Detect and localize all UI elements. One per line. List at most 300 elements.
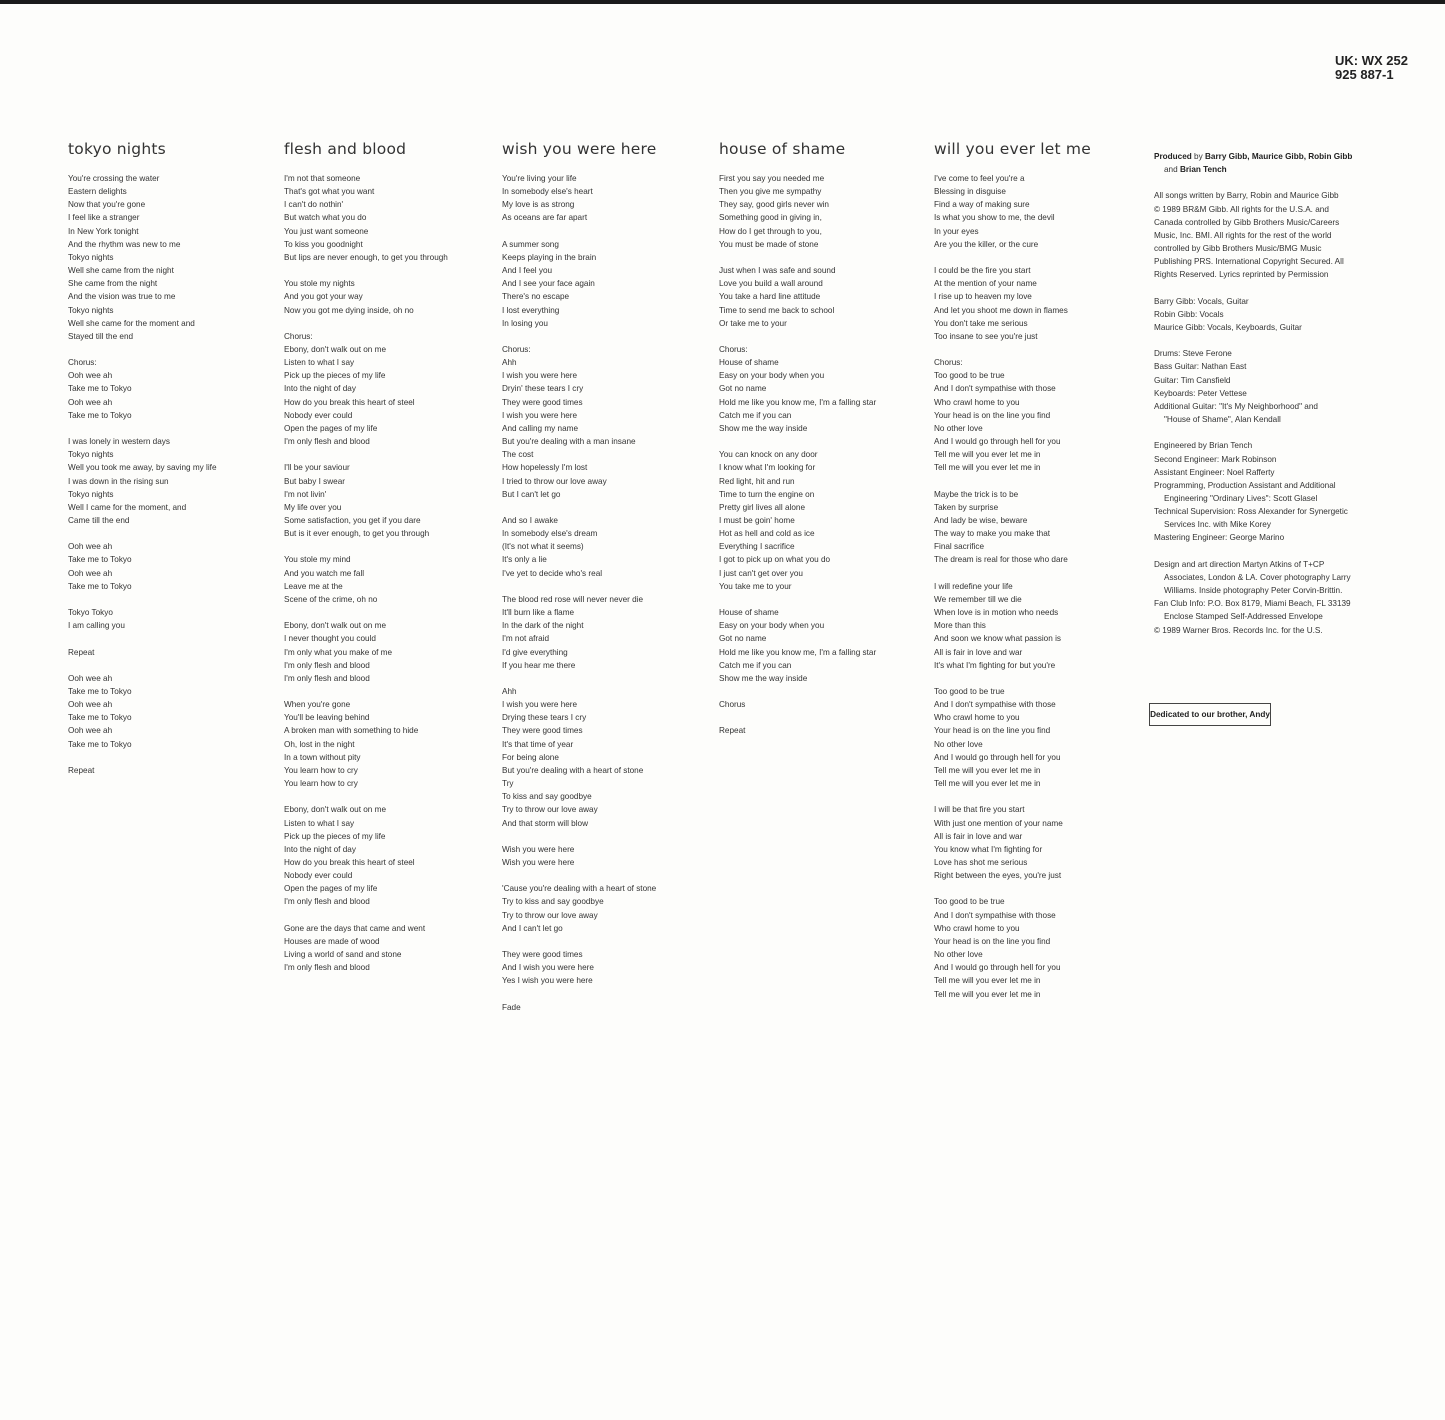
lyrics-stanza — [502, 685, 656, 830]
lyric-line: And calling my name — [502, 423, 578, 433]
lyric-line: I could be the fire you start — [934, 266, 1031, 276]
lyric-line: You can knock on any door — [719, 450, 818, 460]
musicians-list — [1154, 347, 1334, 413]
lyric-line: Into the night of day — [284, 844, 356, 854]
lyric-line: I was lonely in western days — [68, 437, 170, 447]
song-lyrics — [502, 172, 656, 1014]
credit-line: Robin Gibb: Vocals — [1154, 309, 1224, 319]
lyric-line: Ahh — [502, 358, 517, 368]
lyric-line: In a town without pity — [284, 752, 361, 762]
lyric-line: Keeps playing in the brain — [502, 252, 597, 262]
lyric-line: If you hear me there — [502, 660, 576, 670]
lyric-line: For being alone — [502, 752, 559, 762]
lyric-line: They were good times — [502, 397, 583, 407]
lyric-line: Tell me will you ever let me in — [934, 765, 1041, 775]
lyric-line: And I feel you — [502, 266, 553, 276]
lyric-line: They were good times — [502, 726, 583, 736]
lyric-line: Taken by surprise — [934, 502, 999, 512]
lyric-line: Too good to be true — [934, 371, 1005, 381]
lyric-line: You'll be leaving behind — [284, 713, 370, 723]
song-title: flesh and blood — [284, 140, 407, 158]
lyric-line: Chorus: — [719, 345, 748, 354]
lyric-line: No other love — [934, 423, 983, 433]
song-lyrics — [719, 172, 876, 738]
lyric-line: In somebody else's dream — [502, 529, 598, 539]
credit-line: Engineered by Brian Tench — [1154, 441, 1253, 451]
lyric-line: Love you build a wall around — [719, 279, 823, 289]
credit-line: Services Inc. with Mike Korey — [1164, 520, 1271, 530]
lyric-line: Easy on your body when you — [719, 371, 825, 381]
lyrics-stanza — [502, 882, 656, 935]
lyrics-stanza — [284, 803, 448, 908]
lyric-line: I will be that fire you start — [934, 805, 1025, 815]
credit-line: Second Engineer: Mark Robinson — [1154, 454, 1277, 464]
design-credits — [1154, 558, 1351, 637]
lyric-line: Tokyo Tokyo — [68, 608, 113, 618]
lyric-line: Ooh wee ah — [68, 371, 113, 381]
lyric-line: Hold me like you know me, I'm a falling star — [719, 647, 877, 657]
lyric-line: Easy on your body when you — [719, 621, 825, 631]
lyrics-stanza — [934, 803, 1091, 882]
lyric-line: Gone are the days that came and went — [284, 923, 426, 933]
credit-line: Publishing PRS. International Copyright Secured. All — [1154, 257, 1344, 267]
lyric-line: Ebony, don't walk out on me — [284, 621, 386, 631]
lyric-line: More than this — [934, 621, 986, 631]
lyric-line: Pretty girl lives all alone — [719, 502, 806, 512]
lyric-line: You stole my nights — [284, 279, 355, 289]
credit-line: Associates, London & LA. Cover photography Larry — [1164, 572, 1351, 582]
lyrics-stanza — [284, 922, 448, 975]
lyrics-stanza — [719, 606, 876, 685]
lyric-line: Try to throw our love away — [502, 910, 598, 920]
lyrics-stanza — [502, 843, 656, 869]
produced-by-word: by — [1194, 152, 1203, 161]
lyrics-stanza — [719, 724, 876, 737]
lyrics-stanza — [934, 685, 1091, 790]
lyric-line: I'd give everything — [502, 647, 568, 657]
lyric-line: Ooh wee ah — [68, 568, 113, 578]
lyric-line: Catch me if you can — [719, 660, 792, 670]
lyrics-stanza — [719, 698, 876, 711]
band-members — [1154, 295, 1334, 334]
lyric-line: Got no name — [719, 384, 767, 394]
lyric-line: Well she came for the moment and — [68, 318, 195, 328]
lyric-line: Try — [502, 779, 514, 789]
lyric-line: And I would go through hell for you — [934, 752, 1061, 762]
lyric-line: Wish you were here — [502, 844, 575, 854]
credit-line: Programming, Production Assistant and Additional — [1154, 480, 1336, 490]
lyric-line: In your eyes — [934, 226, 979, 236]
song-column-house-of-shame — [719, 140, 876, 751]
credit-line: Maurice Gibb: Vocals, Keyboards, Guitar — [1154, 323, 1302, 332]
lyric-line: Something good in giving in, — [719, 213, 822, 223]
credit-line: Guitar: Tim Cansfield — [1154, 375, 1231, 385]
lyric-line: I lost everything — [502, 305, 560, 315]
lyric-line: I've come to feel you're a — [934, 174, 1025, 183]
credit-line: Keyboards: Peter Vettese — [1154, 388, 1247, 398]
lyric-line: Houses are made of wood — [284, 936, 380, 946]
catalog-number-us: 925 887-1 — [1335, 67, 1394, 82]
lyric-line: And so I awake — [502, 516, 558, 526]
lyric-line: Tokyo nights — [68, 489, 114, 499]
lyrics-stanza — [68, 764, 217, 777]
lyric-line: You learn how to cry — [284, 779, 358, 789]
lyric-line: 'Cause you're dealing with a heart of stone — [502, 884, 657, 894]
lyric-line: You just want someone — [284, 226, 369, 236]
lyric-line: Catch me if you can — [719, 410, 792, 420]
lyric-line: Leave me at the — [284, 581, 343, 591]
lyrics-stanza — [68, 606, 217, 632]
lyric-line: And you got your way — [284, 292, 363, 302]
song-title: wish you were here — [502, 140, 657, 158]
lyric-line: Dryin' these tears I cry — [502, 384, 584, 394]
lyrics-stanza — [502, 1001, 656, 1014]
lyric-line: Now you got me dying inside, oh no — [284, 305, 414, 315]
song-column-will-you-ever-let-me — [934, 140, 1091, 1014]
lyric-line: Ooh wee ah — [68, 673, 113, 683]
lyric-line: Pick up the pieces of my life — [284, 831, 386, 841]
lyric-line: In somebody else's heart — [502, 187, 593, 197]
lyric-line: Just when I was safe and sound — [719, 266, 836, 276]
lyric-line: All is fair in love and war — [934, 831, 1023, 841]
lyric-line: Time to send me back to school — [719, 305, 835, 315]
lyric-line: She came from the night — [68, 279, 158, 289]
lyric-line: First you say you needed me — [719, 174, 825, 183]
lyric-line: Tokyo nights — [68, 252, 114, 262]
credit-line: Fan Club Info: P.O. Box 8179, Miami Beach, FL 33139 — [1154, 599, 1351, 609]
lyric-line: In New York tonight — [68, 226, 139, 236]
credit-line: Enclose Stamped Self-Addressed Envelope — [1164, 612, 1323, 622]
lyric-line: When love is in motion who needs — [934, 608, 1059, 618]
lyric-line: Hold me like you know me, I'm a falling star — [719, 397, 877, 407]
lyric-line: Nobody ever could — [284, 871, 353, 881]
lyric-line: I will redefine your life — [934, 581, 1013, 591]
lyric-line: I never thought you could — [284, 634, 376, 644]
lyric-line: Listen to what I say — [284, 358, 355, 368]
lyric-line: Hot as hell and cold as ice — [719, 529, 815, 539]
producer-brian-tench: Brian Tench — [1179, 165, 1227, 175]
lyric-line: Now that you're gone — [68, 200, 146, 210]
lyric-line: Nobody ever could — [284, 410, 353, 420]
credit-line: © 1989 BR&M Gibb. All rights for the U.S.A. and — [1154, 204, 1329, 214]
lyric-line: You know what I'm fighting for — [934, 844, 1043, 854]
lyric-line: And let you shoot me down in flames — [934, 305, 1068, 315]
lyric-line: My love is as strong — [502, 200, 575, 210]
lyric-line: Open the pages of my life — [284, 423, 378, 433]
lyric-line: I just can't get over you — [719, 568, 803, 578]
lyrics-stanza — [68, 646, 217, 659]
lyric-line: Who crawl home to you — [934, 713, 1020, 723]
lyric-line: I've yet to decide who's real — [502, 568, 603, 578]
credit-line: Bass Guitar: Nathan East — [1154, 362, 1247, 372]
lyric-line: Scene of the crime, oh no — [284, 594, 378, 604]
lyric-line: Take me to Tokyo — [68, 410, 132, 420]
lyric-line: Blessing in disguise — [934, 187, 1006, 197]
lyric-line: Living a world of sand and stone — [284, 950, 402, 960]
musicians-indent-line: "House of Shame", Alan Kendall — [1164, 415, 1281, 425]
lyric-line: Chorus: — [68, 358, 97, 368]
lyric-line: Show me the way inside — [719, 673, 808, 683]
lyric-line: Well you took me away, by saving my life — [68, 463, 217, 473]
lyrics-stanza — [68, 435, 217, 527]
lyric-line: House of shame — [719, 608, 779, 618]
lyrics-stanza — [284, 698, 448, 790]
lyric-line: A broken man with something to hide — [284, 726, 419, 736]
credit-line: All songs written by Barry, Robin and Maurice Gibb — [1154, 191, 1339, 201]
lyric-line: To kiss you goodnight — [284, 239, 363, 249]
lyric-line: It's that time of year — [502, 739, 574, 749]
lyric-line: House of shame — [719, 358, 779, 368]
lyric-line: Well I came for the moment, and — [68, 502, 187, 512]
lyric-line: I wish you were here — [502, 410, 578, 420]
lyric-line: Tell me will you ever let me in — [934, 450, 1041, 460]
lyric-line: My life over you — [284, 502, 342, 512]
producers-names: Barry Gibb, Maurice Gibb, Robin Gibb — [1204, 152, 1353, 161]
lyric-line: And soon we know what passion is — [934, 634, 1061, 644]
lyric-line: Wish you were here — [502, 858, 575, 868]
lyric-line: And the rhythm was new to me — [68, 239, 181, 249]
lyric-line: You must be made of stone — [719, 239, 819, 249]
lyric-line: I was down in the rising sun — [68, 476, 169, 486]
engineering-credits — [1154, 439, 1348, 544]
dedication-box: Dedicated to our brother, Andy — [1149, 703, 1271, 726]
lyric-line: I'm only flesh and blood — [284, 963, 370, 973]
lyrics-stanza — [934, 895, 1091, 1000]
lyric-line: Right between the eyes, you're just — [934, 871, 1062, 881]
lyric-line: Stayed till the end — [68, 331, 134, 341]
lyric-line: Try to kiss and say goodbye — [502, 897, 604, 907]
lyric-line: Show me the way inside — [719, 423, 808, 433]
credit-line: Barry Gibb: Vocals, Guitar — [1154, 296, 1249, 306]
credit-line: Williams. Inside photography Peter Corvin-Brittin. — [1164, 586, 1343, 596]
lyric-line: Your head is on the line you find — [934, 936, 1051, 946]
lyrics-stanza — [68, 356, 217, 422]
lyrics-stanza — [284, 277, 448, 316]
lyric-line: The way to make you make that — [934, 529, 1051, 539]
lyric-line: Tokyo nights — [68, 450, 114, 460]
lyrics-stanza — [502, 514, 656, 580]
lyric-line: And I wish you were here — [502, 963, 594, 973]
lyric-line: At the mention of your name — [934, 279, 1037, 289]
credit-line: Assistant Engineer: Noel Rafferty — [1154, 467, 1275, 477]
lyric-line: I'm only flesh and blood — [284, 673, 370, 683]
lyric-line: Your head is on the line you find — [934, 726, 1051, 736]
lyric-line: Is what you show to me, the devil — [934, 213, 1055, 223]
lyrics-stanza — [934, 580, 1091, 672]
lyric-line: Ebony, don't walk out on me — [284, 805, 386, 815]
lyric-line: I must be goin' home — [719, 516, 795, 526]
lyric-line: Ooh wee ah — [68, 700, 113, 710]
lyric-line: I wish you were here — [502, 371, 578, 381]
lyric-line: But I can't let go — [502, 489, 561, 499]
lyric-line: Chorus: — [502, 345, 531, 354]
top-edge-border — [0, 0, 1445, 4]
album-credits — [1154, 150, 1353, 650]
lyric-line: I'm only flesh and blood — [284, 437, 370, 447]
lyric-line: (It's not what it seems) — [502, 542, 584, 552]
song-column-flesh-and-blood — [284, 140, 448, 988]
lyric-line: It's only a lie — [502, 555, 547, 565]
lyric-line: Yes I wish you were here — [502, 976, 593, 986]
lyric-line: All is fair in love and war — [934, 647, 1023, 657]
lyrics-stanza — [68, 672, 217, 751]
lyric-line: Ooh wee ah — [68, 542, 113, 552]
lyrics-stanza — [284, 619, 448, 685]
lyric-line: Red light, hit and run — [719, 476, 795, 486]
lyric-line: And lady be wise, beware — [934, 516, 1028, 526]
lyric-line: Everything I sacrifice — [719, 542, 795, 552]
lyric-line: They were good times — [502, 950, 583, 960]
lyric-line: You stole my mind — [284, 555, 351, 565]
lyric-line: In the dark of the night — [502, 621, 584, 631]
lyrics-stanza — [502, 238, 656, 330]
lyrics-stanza — [284, 172, 448, 264]
lyrics-stanza — [502, 343, 656, 501]
lyric-line: And I don't sympathise with those — [934, 700, 1056, 710]
lyric-line: Repeat — [719, 726, 746, 736]
song-lyrics — [68, 172, 217, 777]
lyric-line: How hopelessly I'm lost — [502, 463, 588, 473]
lyric-line: And I see your face again — [502, 279, 595, 289]
lyric-line: But watch what you do — [284, 213, 367, 223]
song-title: tokyo nights — [68, 140, 166, 158]
lyric-line: But lips are never enough, to get you through — [284, 252, 448, 262]
catalog-number-uk: UK: WX 252 — [1335, 53, 1408, 68]
credit-line: Music, Inc. BMI. All rights for the rest of the world — [1154, 230, 1332, 240]
lyrics-stanza — [502, 593, 656, 672]
lyrics-stanza — [934, 264, 1091, 343]
lyric-line: I rise up to heaven my love — [934, 292, 1032, 302]
lyric-line: Are you the killer, or the cure — [934, 239, 1039, 249]
lyric-line: I wish you were here — [502, 700, 578, 710]
lyric-line: How do you break this heart of steel — [284, 858, 415, 868]
lyric-line: It's what I'm fighting for but you're — [934, 660, 1056, 670]
lyric-line: Who crawl home to you — [934, 923, 1020, 933]
lyric-line: Take me to Tokyo — [68, 555, 132, 565]
produced-label: Produced — [1154, 152, 1192, 161]
lyric-line: Chorus: — [284, 331, 313, 341]
lyric-line: I'm not that someone — [284, 174, 361, 183]
lyric-line: How do I get through to you, — [719, 226, 822, 236]
lyrics-stanza — [284, 461, 448, 540]
lyric-line: Who crawl home to you — [934, 397, 1020, 407]
lyric-line: Love has shot me serious — [934, 858, 1028, 868]
lyric-line: Chorus — [719, 700, 746, 710]
lyric-line: The dream is real for those who dare — [934, 555, 1068, 565]
lyrics-stanza — [934, 172, 1091, 251]
lyric-line: Repeat — [68, 765, 95, 775]
credit-line: Technical Supervision: Ross Alexander for Synergetic — [1154, 507, 1348, 517]
lyric-line: The cost — [502, 450, 534, 460]
lyric-line: Tell me will you ever let me in — [934, 463, 1041, 473]
lyric-line: I'll be your saviour — [284, 463, 350, 473]
lyric-line: And I would go through hell for you — [934, 437, 1061, 447]
lyric-line: Take me to Tokyo — [68, 687, 132, 696]
lyric-line: Tell me will you ever let me in — [934, 989, 1041, 999]
credit-line: Design and art direction Martyn Atkins of T+CP — [1154, 559, 1325, 569]
lyric-line: Well she came from the night — [68, 266, 174, 276]
lyric-line: Tell me will you ever let me in — [934, 779, 1041, 789]
lyric-line: Repeat — [68, 647, 95, 657]
lyric-line: Too insane to see you're just — [934, 331, 1038, 341]
lyric-line: I feel like a stranger — [68, 213, 140, 223]
lyric-line: Fade — [502, 1002, 521, 1012]
lyric-line: Got no name — [719, 634, 767, 644]
lyric-line: Chorus: — [934, 358, 963, 368]
lyric-line: Drying these tears I cry — [502, 713, 587, 723]
lyric-line: I tried to throw our love away — [502, 476, 607, 486]
credit-line: Rights Reserved. Lyrics reprinted by Permission — [1154, 270, 1329, 280]
lyric-line: Ahh — [502, 687, 517, 697]
lyric-line: You take me to your — [719, 581, 792, 591]
lyric-line: But you're dealing with a man insane — [502, 437, 636, 447]
credit-line: Mastering Engineer: George Marino — [1154, 533, 1285, 543]
lyric-line: Oh, lost in the night — [284, 739, 355, 749]
producers-credit — [1154, 150, 1353, 176]
musicians-credits — [1154, 347, 1334, 426]
lyric-line: You're crossing the water — [68, 174, 160, 183]
song-column-wish-you-were-here — [502, 140, 656, 1027]
lyric-line: But you're dealing with a heart of stone — [502, 765, 644, 775]
lyric-line: Take me to Tokyo — [68, 384, 132, 394]
lyric-line: Tokyo nights — [68, 305, 114, 315]
lyrics-stanza — [284, 553, 448, 606]
lyric-line: But baby I swear — [284, 476, 345, 486]
lyric-line: They say, good girls never win — [719, 200, 829, 210]
lyrics-stanza — [719, 172, 876, 251]
lyric-line: You're living your life — [502, 174, 577, 183]
lyric-line: I can't do nothin' — [284, 200, 344, 210]
lyric-line: And I don't sympathise with those — [934, 910, 1056, 920]
lyric-line: Pick up the pieces of my life — [284, 371, 386, 381]
lyric-line: Ebony, don't walk out on me — [284, 345, 386, 354]
lyric-line: Ooh wee ah — [68, 726, 113, 736]
lyrics-stanza — [719, 343, 876, 435]
lyric-line: Or take me to your — [719, 318, 787, 328]
lyric-line: You take a hard line attitude — [719, 292, 821, 302]
lyric-line: Too good to be true — [934, 897, 1005, 907]
lyric-line: And I don't sympathise with those — [934, 384, 1056, 394]
lyric-line: Time to turn the engine on — [719, 489, 815, 499]
lyric-line: And the vision was true to me — [68, 292, 176, 302]
lyric-line: I'm only flesh and blood — [284, 897, 370, 907]
lyric-line: Came till the end — [68, 516, 130, 526]
lyric-line: Ooh wee ah — [68, 397, 113, 407]
lyric-line: Eastern delights — [68, 187, 127, 197]
lyric-line: Find a way of making sure — [934, 200, 1030, 210]
lyrics-stanza — [934, 356, 1091, 474]
lyric-line: Then you give me sympathy — [719, 187, 822, 197]
lyric-line: Your head is on the line you find — [934, 410, 1051, 420]
lyric-line: There's no escape — [502, 292, 570, 302]
lyrics-stanza — [68, 540, 217, 593]
lyric-line: I know what I'm looking for — [719, 463, 816, 473]
lyric-line: To kiss and say goodbye — [502, 792, 592, 802]
lyric-line: With just one mention of your name — [934, 818, 1063, 828]
lyric-line: And I can't let go — [502, 923, 563, 933]
lyric-line: Try to throw our love away — [502, 805, 598, 815]
lyric-line: How do you break this heart of steel — [284, 397, 415, 407]
credit-line: controlled by Gibb Brothers Music/BMG Music — [1154, 244, 1322, 254]
lyric-line: I'm not afraid — [502, 634, 550, 644]
lyric-line: Take me to Tokyo — [68, 739, 132, 749]
lyric-line: As oceans are far apart — [502, 213, 588, 223]
lyric-line: When you're gone — [284, 700, 351, 710]
lyrics-stanza — [502, 172, 656, 225]
credit-line: © 1989 Warner Bros. Records Inc. for the U.S. — [1154, 625, 1323, 635]
song-title: will you ever let me — [934, 140, 1091, 158]
lyric-line: Maybe the trick is to be — [934, 489, 1019, 499]
